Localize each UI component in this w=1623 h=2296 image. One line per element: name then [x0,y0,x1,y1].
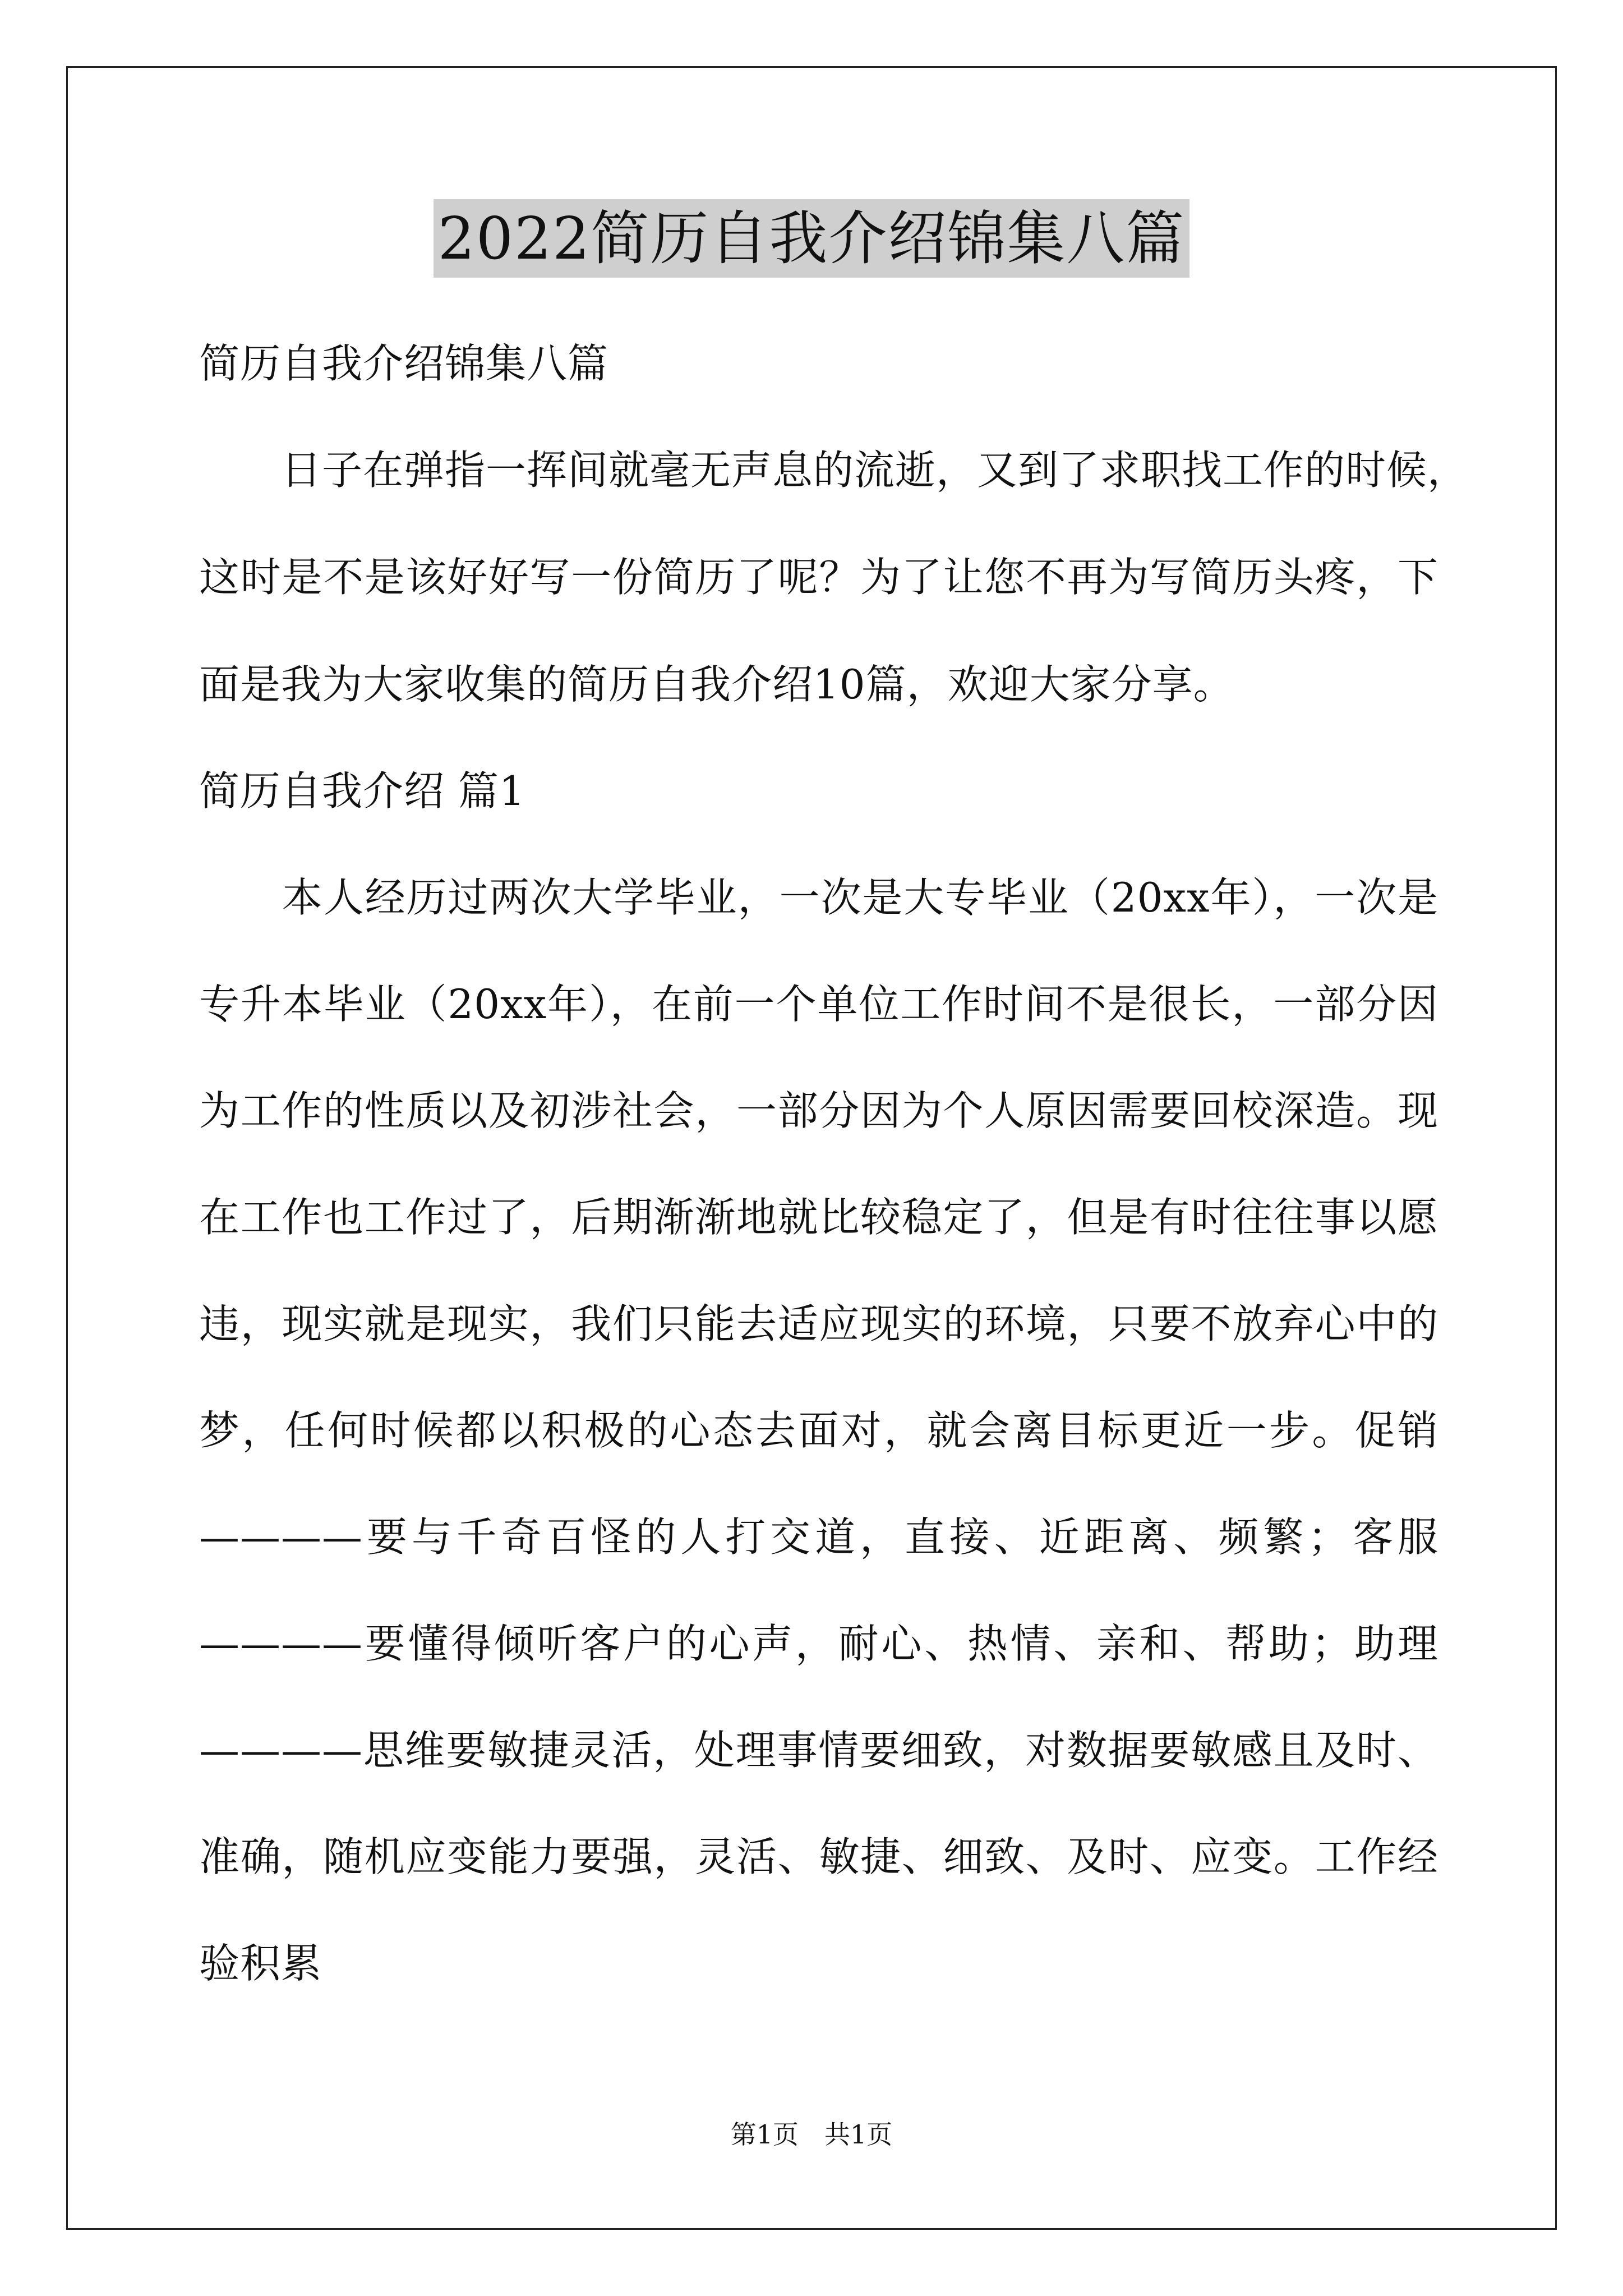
body-line-2: 专升本毕业（20xx年），在前一个单位工作时间不是很长，一部分因 [199,981,1438,1028]
body-line-1: 本人经历过两次大学毕业，一次是大专毕业（20xx年），一次是 [199,874,1438,921]
section-heading: 简历自我介绍 篇1 [199,767,525,815]
page-footer: 第1页 共1页 [730,2119,893,2150]
body-line-4: 在工作也工作过了，后期渐渐地就比较稳定了，但是有时往往事以愿 [199,1194,1438,1241]
document-title: 2022简历自我介绍锦集八篇 [434,199,1190,278]
body-line-3: 为工作的性质以及初涉社会，一部分因为个人原因需要回校深造。现 [199,1087,1438,1134]
title-container [0,199,1623,278]
intro-line-1: 日子在弹指一挥间就毫无声息的流逝，又到了求职找工作的时候， [199,447,1469,494]
body-line-7: ————要与千奇百怪的人打交道，直接、近距离、频繁；客服 [199,1513,1438,1561]
body-line-8: ————要懂得倾听客户的心声，耐心、热情、亲和、帮助；助理 [199,1620,1438,1667]
body-line-5: 违，现实就是现实，我们只能去适应现实的环境，只要不放弃心中的 [199,1300,1438,1347]
intro-line-2: 这时是不是该好好写一份简历了呢？为了让您不再为写简历头疼，下 [199,554,1438,601]
body-line-10: 准确，随机应变能力要强，灵活、敏捷、细致、及时、应变。工作经 [199,1833,1438,1880]
subtitle-line: 简历自我介绍锦集八篇 [199,340,609,387]
body-line-6: 梦，任何时候都以积极的心态去面对，就会离目标更近一步。促销 [199,1407,1438,1454]
body-line-9: ————思维要敏捷灵活，处理事情要细致，对数据要敏感且及时、 [199,1727,1438,1774]
intro-line-3: 面是我为大家收集的简历自我介绍10篇，欢迎大家分享。 [199,661,1234,708]
body-line-11: 验积累 [199,1940,322,1987]
